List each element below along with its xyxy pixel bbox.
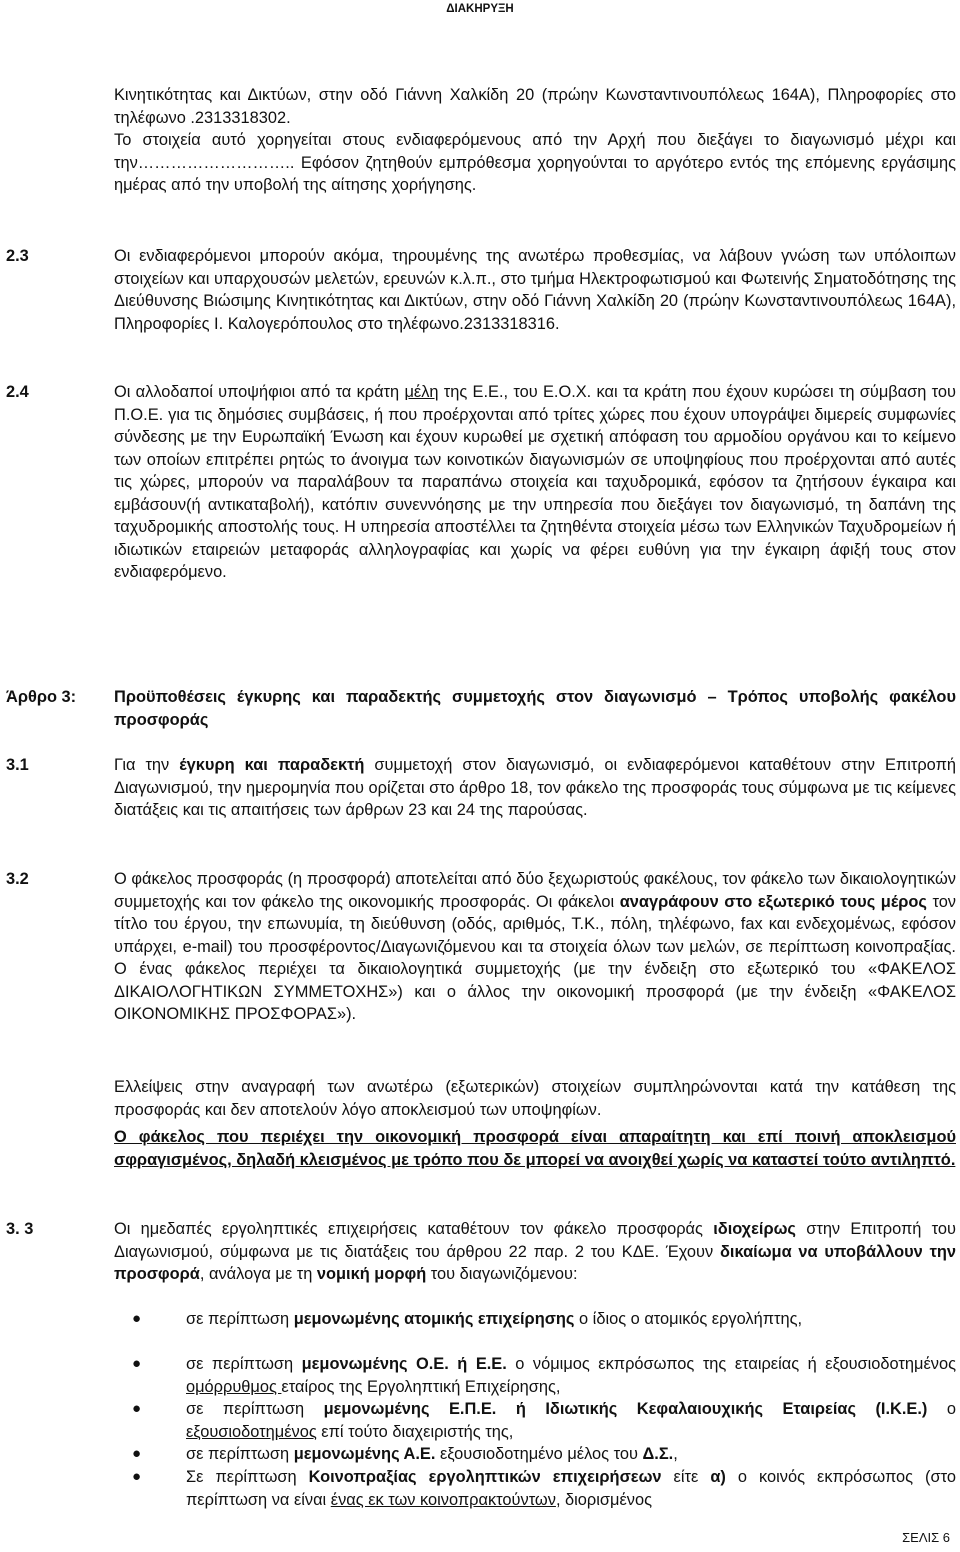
- list-item: ● Σε περίπτωση Κοινοπραξίας εργοληπτικών επιχειρήσεων είτε α) ο κοινός εκπρόσωπος (στο περίπτωση να είναι ένας εκ των κοινοπρακτούντων, διορισμένος: [132, 1468, 956, 1509]
- bidder-representation-list: [114, 1308, 956, 1511]
- intro-paragraph-2: Το στοιχεία αυτό χορηγείται στους ενδιαφερόμενους από την Αρχή που διεξάγει το διαγωνισμό μέχρι και την……………………….. Εφόσον ζητηθούν εμπρόθεσμα χορηγούνται το αργότερο εντός της επόμενης εργάσιμης ημέρας από την υποβολή της αίτησης χορήγησης.: [114, 131, 956, 194]
- list-item: ● σε περίπτωση μεμονωμένης Ε.Π.Ε. ή Ιδιωτικής Κεφαλαιουχικής Εταιρείας (Ι.Κ.Ε.) ο εξουσιοδοτημένος επί τούτο διαχειριστής της,: [132, 1400, 956, 1441]
- section-number-2-4: 2.4: [6, 383, 29, 401]
- article-3-title: Προϋποθέσεις έγκυρης και παραδεκτής συμμετοχής στον διαγωνισμό – Τρόπος υποβολής φακέλου προσφοράς: [114, 688, 956, 729]
- document-header-title: ΔΙΑΚΗΡΥΞΗ: [446, 3, 514, 15]
- bullet-icon: ●: [132, 1445, 142, 1462]
- section-3-1-text: Για την έγκυρη και παραδεκτή συμμετοχή στον διαγωνισμό, οι ενδιαφερόμενοι καταθέτουν στην Επιτροπή Διαγωνισμού, την ημερομηνία που ορίζεται στο άρθρο 18, τον φάκελο της προσφοράς τους σύμφωνα με τις κείμενες διατάξεις και τις απαιτήσεις των άρθρων 23 και 24 της παρούσας.: [114, 756, 956, 819]
- list-item: ● σε περίπτωση μεμονωμένης Ο.Ε. ή Ε.Ε. ο νόμιμος εκπρόσωπος της εταιρείας ή εξουσιοδοτημένος ομόρρυθμος εταίρος της Εργοληπτική Επιχείρησης,: [132, 1355, 956, 1396]
- bullet-icon: ●: [132, 1310, 142, 1327]
- section-3-2-note: Ελλείψεις στην αναγραφή των ανωτέρω (εξωτερικών) στοιχείων συμπληρώνονται κατά την κατάθεση της προσφοράς και δεν αποτελούν λόγο αποκλεισμού των υποψηφίων.: [114, 1078, 956, 1119]
- section-number-2-3: 2.3: [6, 247, 29, 265]
- page-number: ΣΕΛΙΣ 6: [902, 1530, 950, 1545]
- intro-paragraph-1: Κινητικότητας και Δικτύων, στην οδό Γιάννη Χαλκίδη 20 (πρώην Κωνσταντινουπόλεως 164Α), Πληροφορίες στο τηλέφωνο .2313318302.: [114, 86, 956, 127]
- article-3-label: Άρθρο 3:: [6, 688, 77, 706]
- section-3-2-sealed-envelope-notice: Ο φάκελος που περιέχει την οικονομική προσφορά είναι απαραίτητη και επί ποινή αποκλεισμού σφραγισμένος, δηλαδή κλεισμένος με τρόπο που δε μπορεί να ανοιχθεί χωρίς να καταστεί τούτο αντιληπτό.: [114, 1128, 956, 1169]
- section-3-2-text: Ο φάκελος προσφοράς (η προσφορά) αποτελείται από δύο ξεχωριστούς φακέλους, τον φάκελο των δικαιολογητικών συμμετοχής και τον φάκελο της οικονομικής προσφοράς. Οι φάκελοι αναγράφουν στο εξωτερικό τους μέρος τον τίτλο του έργου, την επωνυμία, τη διεύθυνση (οδός, αριθμός, Τ.Κ., πόλη, τηλέφωνο, fax και ενδεχομένως, εφόσον υπάρχει, e-mail) του προσφέροντος/Διαγωνιζόμενου και τα στοιχεία όλων των μελών, σε περίπτωση κοινοπραξίας. Ο ένας φάκελος περιέχει τα δικαιολογητικά συμμετοχής (με την ένδειξη στο εξωτερικό του «ΦΑΚΕΛΟΣ ΔΙΚΑΙΟΛΟΓΗΤΙΚΩΝ ΣΥΜΜΕΤΟΧΗΣ») και ο άλλος την οικονομική προσφορά (με την ένδειξη «ΦΑΚΕΛΟΣ ΟΙΚΟΝΟΜΙΚΗΣ ΠΡΟΣΦΟΡΑΣ»).: [114, 870, 957, 1023]
- section-number-3-2: 3.2: [6, 870, 29, 888]
- list-item: ● σε περίπτωση μεμονωμένης ατομικής επιχείρησης ο ίδιος ο ατομικός εργολήπτης,: [114, 1308, 956, 1353]
- section-2-3-text: Οι ενδιαφερόμενοι μπορούν ακόμα, τηρουμένης της ανωτέρω προθεσμίας, να λάβουν γνώση των υπόλοιπων στοιχείων και υπαρχουσών μελετών, ερευνών κ.λ.π., στο τμήμα Ηλεκτροφωτισμού και Φωτεινής Σηματοδότησης της Διεύθυνσης Βιώσιμης Κινητικότητας και Δικτύων, στην οδό Γιάννη Χαλκίδη 20 (πρώην Κωνσταντινουπόλεως 164Α), Πληροφορίες Ι. Καλογερόπουλος στο τηλέφωνο.2313318316.: [114, 247, 956, 333]
- list-item: ● σε περίπτωση μεμονωμένης Α.Ε. εξουσιοδοτημένο μέλος του Δ.Σ.,: [114, 1443, 956, 1466]
- bullet-icon: ●: [132, 1355, 142, 1372]
- bullet-icon: ●: [132, 1400, 142, 1417]
- section-2-4-text: Οι αλλοδαποί υποψήφιοι από τα κράτη μέλη της Ε.Ε., του Ε.Ο.Χ. και τα κράτη που έχουν κυρώσει τη σύμβαση του Π.Ο.Ε. για τις δημόσιες συμβάσεις, ή που προέρχονται από τρίτες χώρες που έχουν υπογράψει διμερείς συμφωνίες σύνδεσης με την Ευρωπαϊκή Ένωση και έχουν κυρωθεί με σχετική απόφαση του αρμοδίου οργάνου και το κείμενο των οποίων επιτρέπει ρητώς το άνοιγμα των κοινοτικών διαγωνισμών σε υποψηφίους που προέρχονται από αυτές τις χώρες, μπορούν να παραλάβουν τα παραπάνω στοιχεία και ταχυδρομικά, εφόσον τα ζητήσουν έγκαιρα και εμβάσουν(ή αντικαταβολή), κατόπιν συνεννόησης με την υπηρεσία που διεξάγει τον διαγωνισμό, τη δαπάνη της ταχυδρομικής αποστολής τους. Η υπηρεσία αποστέλλει τα ζητηθέντα στοιχεία μέσω των Ελληνικών Ταχυδρομείων ή ιδιωτικών εταιρειών μεταφοράς αλληλογραφίας και χωρίς να φέρει ευθύνη για την έγκαιρη άφιξή τους στον ενδιαφερόμενο.: [114, 383, 956, 581]
- section-3-3-text: Οι ημεδαπές εργοληπτικές επιχειρήσεις καταθέτουν τον φάκελο προσφοράς ιδιοχείρως στην Επιτροπή του Διαγωνισμού, σύμφωνα με τις διατάξεις του άρθρου 22 παρ. 2 του ΚΔΕ. Έχουν δικαίωμα να υποβάλλουν την προσφορά, ανάλογα με τη νομική μορφή του διαγωνιζόμενου:: [114, 1220, 957, 1283]
- section-number-3-3: 3. 3: [6, 1220, 34, 1238]
- bullet-icon: ●: [132, 1468, 142, 1485]
- section-number-3-1: 3.1: [6, 756, 29, 774]
